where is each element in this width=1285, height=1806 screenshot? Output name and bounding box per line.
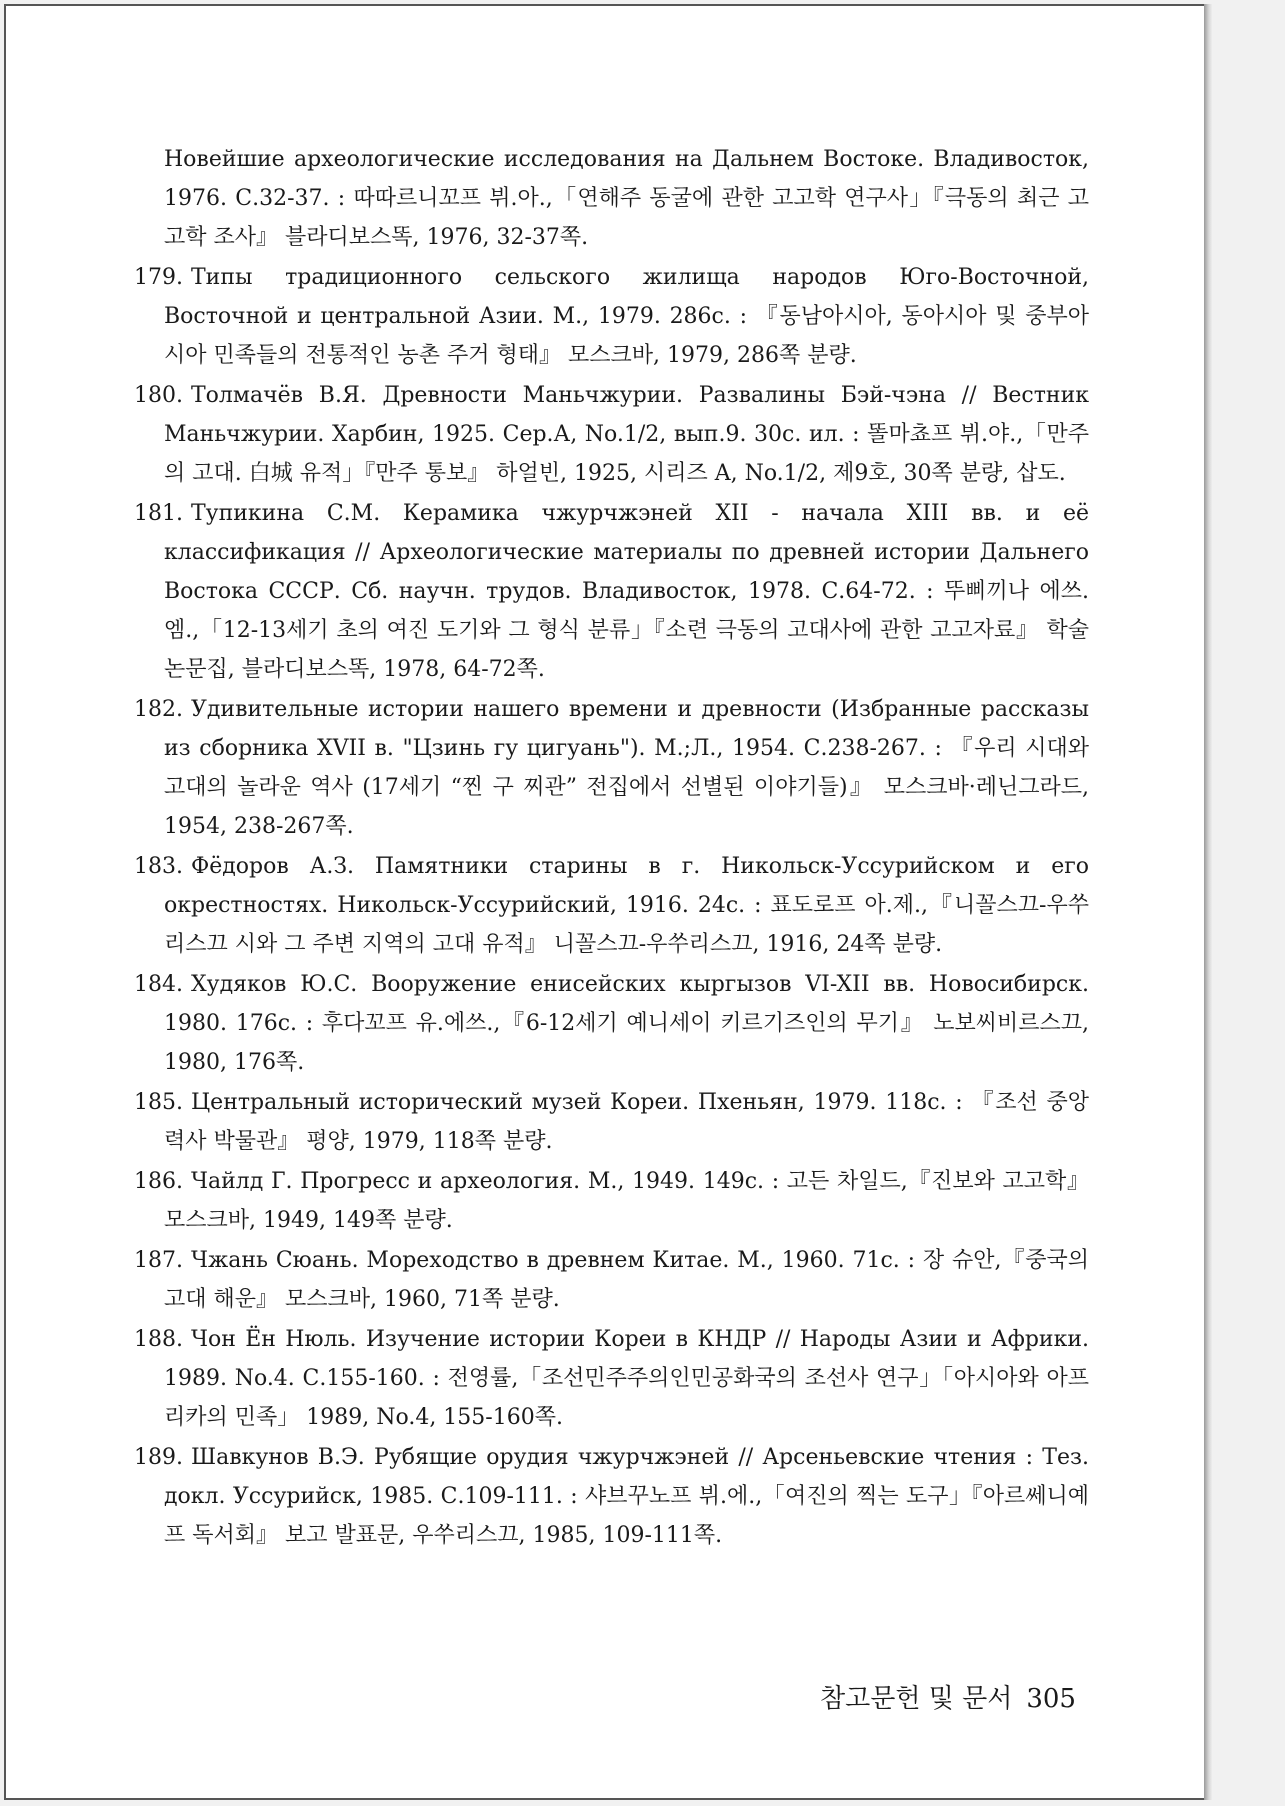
entry-number: 180.	[134, 383, 183, 408]
bibliography-entry	[134, 258, 1089, 375]
bibliography-entry	[134, 965, 1089, 1082]
page-footer	[820, 1678, 1076, 1715]
entry-number: 189.	[134, 1445, 183, 1470]
bibliography-list	[134, 140, 1089, 1556]
entry-text: Чон Ён Нюль. Изучение истории Кореи в КНДР // Народы Азии и Африки. 1989. No.4. С.155-160. : 전영률,「조선민주주의인민공화국의 조선사 연구」「아시아와 아프리카의 민족」 1989, No.4, 155-160쪽.	[164, 1327, 1089, 1430]
bibliography-entry	[134, 494, 1089, 689]
entry-text: Тупикина С.М. Керамика чжурчжэней XII - начала XIII вв. и её классификация // Археологические материалы по древней истории Дальнего Востока СССР. Сб. научн. трудов. Владивосток, 1978. С.64-72. : 뚜삐끼나 에쓰.엠.,「12-13세기 초의 여진 도기와 그 형식 분류」『소련 극동의 고대사에 관한 고고자료』 학술논문집, 블라디보스똑, 1978, 64-72쪽.	[164, 501, 1089, 682]
bibliography-entry	[134, 376, 1089, 493]
entry-number: 183.	[134, 854, 183, 879]
entry-number: 184.	[134, 972, 183, 997]
entry-number: 182.	[134, 697, 183, 722]
entry-text: Чжань Сюань. Мореходство в древнем Китае. М., 1960. 71с. : 장 슈안,『중국의 고대 해운』 모스크바, 1960, 71쪽 분량.	[164, 1248, 1089, 1312]
entry-text: Шавкунов В.Э. Рубящие орудия чжурчжэней // Арсеньевские чтения : Тез. докл. Уссурийск, 1985. С.109-111. : 샤브꾸노프 뷔.에.,「여진의 찍는 도구」『아르쎄니예프 독서회』 보고 발표문, 우쑤리스끄, 1985, 109-111쪽.	[164, 1445, 1089, 1548]
bibliography-entry	[134, 1438, 1089, 1555]
entry-text: Худяков Ю.С. Вооружение енисейских кыргызов VI-XII вв. Новосибирск. 1980. 176с. : 후다꼬프 유.에쓰.,『6-12세기 예니세이 키르기즈인의 무기』 노보씨비르스끄, 1980, 176쪽.	[164, 972, 1089, 1075]
bibliography-entry	[134, 1241, 1089, 1319]
entry-text: Типы традиционного сельского жилища народов Юго-Восточной, Восточной и центральной Азии. М., 1979. 286с. : 『동남아시아, 동아시아 및 중부아시아 민족들의 전통적인 농촌 주거 형태』 모스크바, 1979, 286쪽 분량.	[164, 265, 1089, 368]
entry-number: 181.	[134, 501, 183, 526]
entry-text: Фёдоров А.З. Памятники старины в г. Никольск-Уссурийском и его окрестностях. Никольск-Уссурийский, 1916. 24с. : 표도로프 아.제.,『니꼴스끄-우쑤리스끄 시와 그 주변 지역의 고대 유적』 니꼴스끄-우쑤리스끄, 1916, 24쪽 분량.	[164, 854, 1089, 957]
bibliography-entry	[134, 1320, 1089, 1437]
entry-number: 186.	[134, 1169, 183, 1194]
bibliography-entry	[134, 847, 1089, 964]
page-edge-shadow	[1204, 4, 1212, 1800]
entry-text: Центральный исторический музей Кореи. Пхеньян, 1979. 118с. : 『조선 중앙력사 박물관』 평양, 1979, 118쪽 분량.	[164, 1090, 1089, 1154]
entry-number: 185.	[134, 1090, 183, 1115]
entry-number: 188.	[134, 1327, 183, 1352]
running-footer-title: 참고문헌 및 문서	[820, 1684, 1013, 1714]
entry-number: 187.	[134, 1248, 183, 1273]
entry-text: Толмачёв В.Я. Древности Маньчжурии. Развалины Бэй-чэна // Вестник Маньчжурии. Харбин, 1925. Сер.А, No.1/2, вып.9. 30с. ил. : 똘마쵸프 뷔.야.,「만주의 고대. 白城 유적」『만주 통보』 하얼빈, 1925, 시리즈 A, No.1/2, 제9호, 30쪽 분량, 삽도.	[164, 383, 1089, 486]
bibliography-entry	[134, 690, 1089, 846]
page-number: 305	[1026, 1684, 1076, 1714]
entry-text: Новейшие археологические исследования на Дальнем Востоке. Владивосток, 1976. С.32-37. : 따따르니꼬프 뷔.아.,「연해주 동굴에 관한 고고학 연구사」『극동의 최근 고고학 조사』 블라디보스똑, 1976, 32-37쪽.	[164, 147, 1089, 250]
entry-text: Чайлд Г. Прогресс и археология. М., 1949. 149с. : 고든 차일드,『진보와 고고학』 모스크바, 1949, 149쪽 분량.	[164, 1169, 1089, 1233]
bibliography-entry	[134, 1083, 1089, 1161]
entry-number: 179.	[134, 265, 183, 290]
bibliography-entry	[134, 1162, 1089, 1240]
bibliography-entry	[134, 140, 1089, 257]
entry-text: Удивительные истории нашего времени и древности (Избранные рассказы из сборника XVII в. "Цзинь гу цигуань"). М.;Л., 1954. С.238-267. : 『우리 시대와 고대의 놀라운 역사 (17세기 “찐 구 찌관” 전집에서 선별된 이야기들)』 모스크바·레닌그라드, 1954, 238-267쪽.	[164, 697, 1089, 839]
